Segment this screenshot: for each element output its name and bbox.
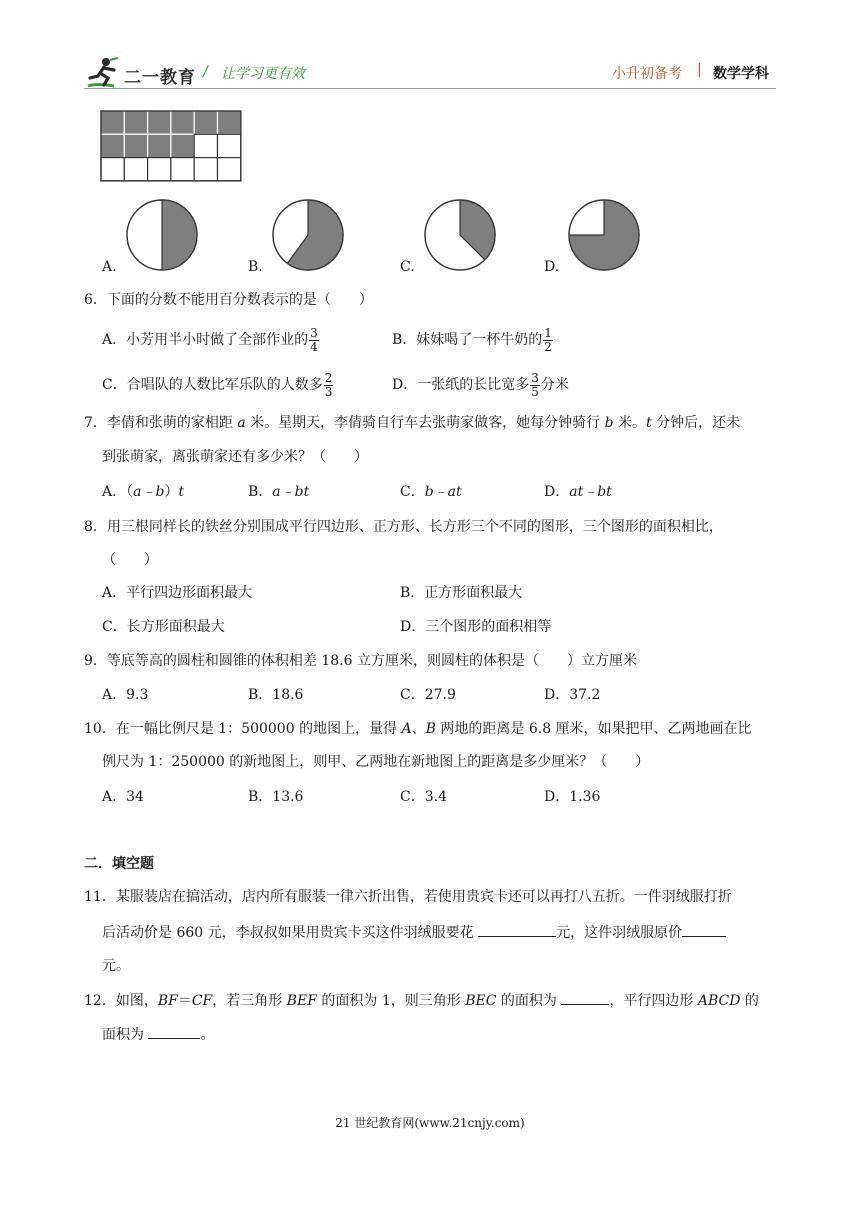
text: ，平行四边形 (609, 993, 698, 1009)
grid-cell (148, 111, 171, 134)
q7-option-b[interactable] (248, 483, 309, 501)
q5-option-c-label[interactable]: C. (400, 259, 415, 275)
grid-cell (218, 111, 241, 134)
var: t (178, 484, 185, 500)
text: C． (400, 484, 425, 500)
q6-stem: 6．下面的分数不能用百分数表示的是（ ） (84, 292, 373, 308)
q9-option-d[interactable]: D．37.2 (544, 687, 601, 703)
q9-stem: 9．等底等高的圆柱和圆锥的体积相差 18.6 立方厘米，则圆柱的体积是（ ）立方厘米 (84, 653, 637, 669)
expr: a﹣bt (272, 484, 310, 500)
q7-option-c[interactable] (400, 483, 462, 501)
q10-option-a[interactable]: A．34 (102, 789, 144, 805)
q10-stem-line1 (84, 720, 752, 738)
text: 7．李倩和张萌的家相距 (84, 415, 238, 431)
section-title-fill-in: 二．填空题 (84, 856, 154, 872)
var: ABCD (697, 993, 741, 1009)
brand-name: 二一教育 (124, 68, 196, 88)
q7-stem-line2: 到张萌家，离张萌家还有多少米？（ ） (102, 449, 368, 465)
text: 的 (740, 993, 759, 1009)
q6-option-d[interactable] (392, 368, 569, 402)
var: CF (191, 993, 213, 1009)
grid-cell (124, 158, 147, 181)
grid-cell (101, 134, 124, 157)
q5-option-b-pie (271, 198, 345, 272)
grid-cell (101, 111, 124, 134)
grid-cell (218, 158, 241, 181)
q11-stem-line3: 元。 (102, 958, 130, 974)
expr: b﹣at (424, 484, 462, 500)
q5-option-b-label[interactable]: B. (248, 259, 263, 275)
grid-cell (101, 158, 124, 181)
grid-cell (148, 158, 171, 181)
grid-cell (194, 158, 217, 181)
grid-cell (194, 134, 217, 157)
q5-option-a-pie (125, 198, 199, 272)
q7-stem-line1 (84, 414, 740, 432)
grid-cell (171, 158, 194, 181)
text: 分钟后，还未 (651, 415, 741, 431)
q6-option-a-fraction (309, 327, 319, 354)
text: 的面积为 (496, 993, 562, 1009)
header-slash: / (203, 64, 208, 80)
var: b (604, 415, 614, 431)
denominator: 4 (310, 339, 318, 354)
grid-cell (171, 134, 194, 157)
numerator: 1 (544, 325, 552, 340)
var: BEF (286, 993, 317, 1009)
denominator: 5 (531, 384, 539, 399)
page-footer: 21 世纪教育网(www.21cnjy.com) (335, 1116, 525, 1130)
header-exam-type: 小升初备考 (612, 66, 682, 82)
text: ） (164, 484, 179, 500)
grid-cell (218, 134, 241, 157)
q8-option-c[interactable]: C．长方形面积最大 (102, 619, 225, 635)
q5-option-d-label[interactable]: D. (544, 259, 560, 275)
text: 米。 (613, 415, 647, 431)
q11-stem-line1: 11．某服装店在搞活动，店内所有服装一律六折出售，若使用贵宾卡还可以再打八五折。一件羽绒服打折 (84, 889, 732, 905)
numerator: 2 (324, 370, 333, 385)
q11-answer-blank-1[interactable] (478, 922, 556, 937)
q6-option-b-fraction (543, 327, 553, 354)
text: ＝ (177, 993, 192, 1009)
q11-answer-blank-2[interactable] (682, 922, 726, 937)
q8-option-d[interactable]: D．三个图形的面积相等 (400, 619, 552, 635)
page-header (0, 0, 860, 92)
q6-option-a-text: A．小芳用半小时做了全部作业的 (102, 332, 309, 348)
q12-answer-blank-2[interactable] (148, 1024, 200, 1039)
q6-option-c-fraction (324, 372, 334, 399)
expr: at﹣bt (569, 484, 612, 500)
q6-option-b[interactable] (392, 323, 554, 357)
q12-stem-line2 (102, 1024, 214, 1044)
q12-answer-blank-1[interactable] (561, 990, 609, 1005)
var: BF (157, 993, 178, 1009)
q6-option-b-text: B．妹妹喝了一杯牛奶的 (392, 332, 543, 348)
header-separator: | (697, 62, 702, 78)
denominator: 2 (544, 339, 552, 354)
q8-stem-line1: 8．用三根同样长的铁丝分别围成平行四边形、正方形、长方形三个不同的图形，三个图形的面积相比， (84, 519, 723, 535)
header-rule (84, 88, 776, 89)
text: 12．如图， (84, 993, 158, 1009)
text: A．（ (102, 484, 134, 500)
var: a (237, 415, 246, 431)
denominator: 3 (324, 384, 333, 399)
var: t (646, 415, 652, 431)
q10-option-d[interactable]: D．1.36 (544, 789, 601, 805)
text: 后活动价是 660 元，李叔叔如果用贵宾卡买这件羽绒服要花 (102, 925, 479, 941)
q6-option-d-unit: 分米 (540, 377, 569, 393)
expr: a﹣b (133, 484, 165, 500)
q9-option-b[interactable]: B．18.6 (248, 687, 304, 703)
text: ，若三角形 (212, 993, 287, 1009)
q5-option-c-pie (423, 198, 497, 272)
grid-cell (124, 134, 147, 157)
q6-option-d-fraction (530, 372, 540, 399)
q5-shaded-grid (100, 110, 244, 184)
text: 元，这件羽绒服原价 (556, 925, 683, 941)
q9-option-c[interactable]: C．27.9 (400, 687, 456, 703)
q6-option-c[interactable] (102, 368, 334, 402)
text: 米。星期天，李倩骑自行车去张萌家做客，她每分钟骑行 (245, 415, 605, 431)
q7-option-d[interactable] (544, 483, 612, 501)
text: 两地的距离是 6.8 厘米，如果把甲、乙两地画在比 (435, 721, 752, 737)
header-subject: 数学学科 (713, 66, 769, 82)
q7-option-a[interactable] (102, 483, 184, 501)
q11-stem-line2 (102, 922, 726, 942)
var: B (425, 721, 436, 737)
q12-stem-line1 (84, 990, 759, 1010)
q8-option-b[interactable]: B．正方形面积最大 (400, 585, 523, 601)
text: 的面积为 1，则三角形 (316, 993, 466, 1009)
text: B． (248, 484, 273, 500)
q9-option-a[interactable]: A．9.3 (102, 687, 149, 703)
q5-option-d-pie (567, 198, 641, 272)
numerator: 3 (310, 325, 318, 340)
numerator: 3 (531, 370, 539, 385)
q8-stem-line2: （ ） (102, 552, 158, 568)
q8-option-a[interactable]: A．平行四边形面积最大 (102, 585, 253, 601)
text: 。 (200, 1027, 215, 1043)
grid-cell (194, 111, 217, 134)
grid-cell (171, 111, 194, 134)
var: BEC (465, 993, 497, 1009)
text: 、 (411, 721, 426, 737)
text: 10．在一幅比例尺是 1：500000 的地图上，量得 (84, 721, 402, 737)
brand-slogan: 让学习更有效 (221, 66, 305, 82)
q6-option-c-text: C．合唱队的人数比军乐队的人数多 (102, 377, 323, 393)
brand-logo-runner-icon (84, 56, 124, 90)
q10-option-b[interactable]: B．13.6 (248, 789, 304, 805)
pie-shaded-sector (162, 200, 197, 270)
text: 面积为 (102, 1027, 149, 1043)
q5-option-a-label[interactable]: A. (102, 259, 117, 275)
q6-option-a[interactable] (102, 323, 320, 357)
var: A (401, 721, 412, 737)
q10-stem-line2: 例尺为 1：250000 的新地图上，则甲、乙两地在新地图上的距离是多少厘米？（ ） (102, 754, 650, 770)
grid-cell (124, 111, 147, 134)
q6-option-d-text: D．一张纸的长比宽多 (392, 377, 530, 393)
text: D． (544, 484, 570, 500)
grid-cell (148, 134, 171, 157)
q10-option-c[interactable]: C．3.4 (400, 789, 447, 805)
